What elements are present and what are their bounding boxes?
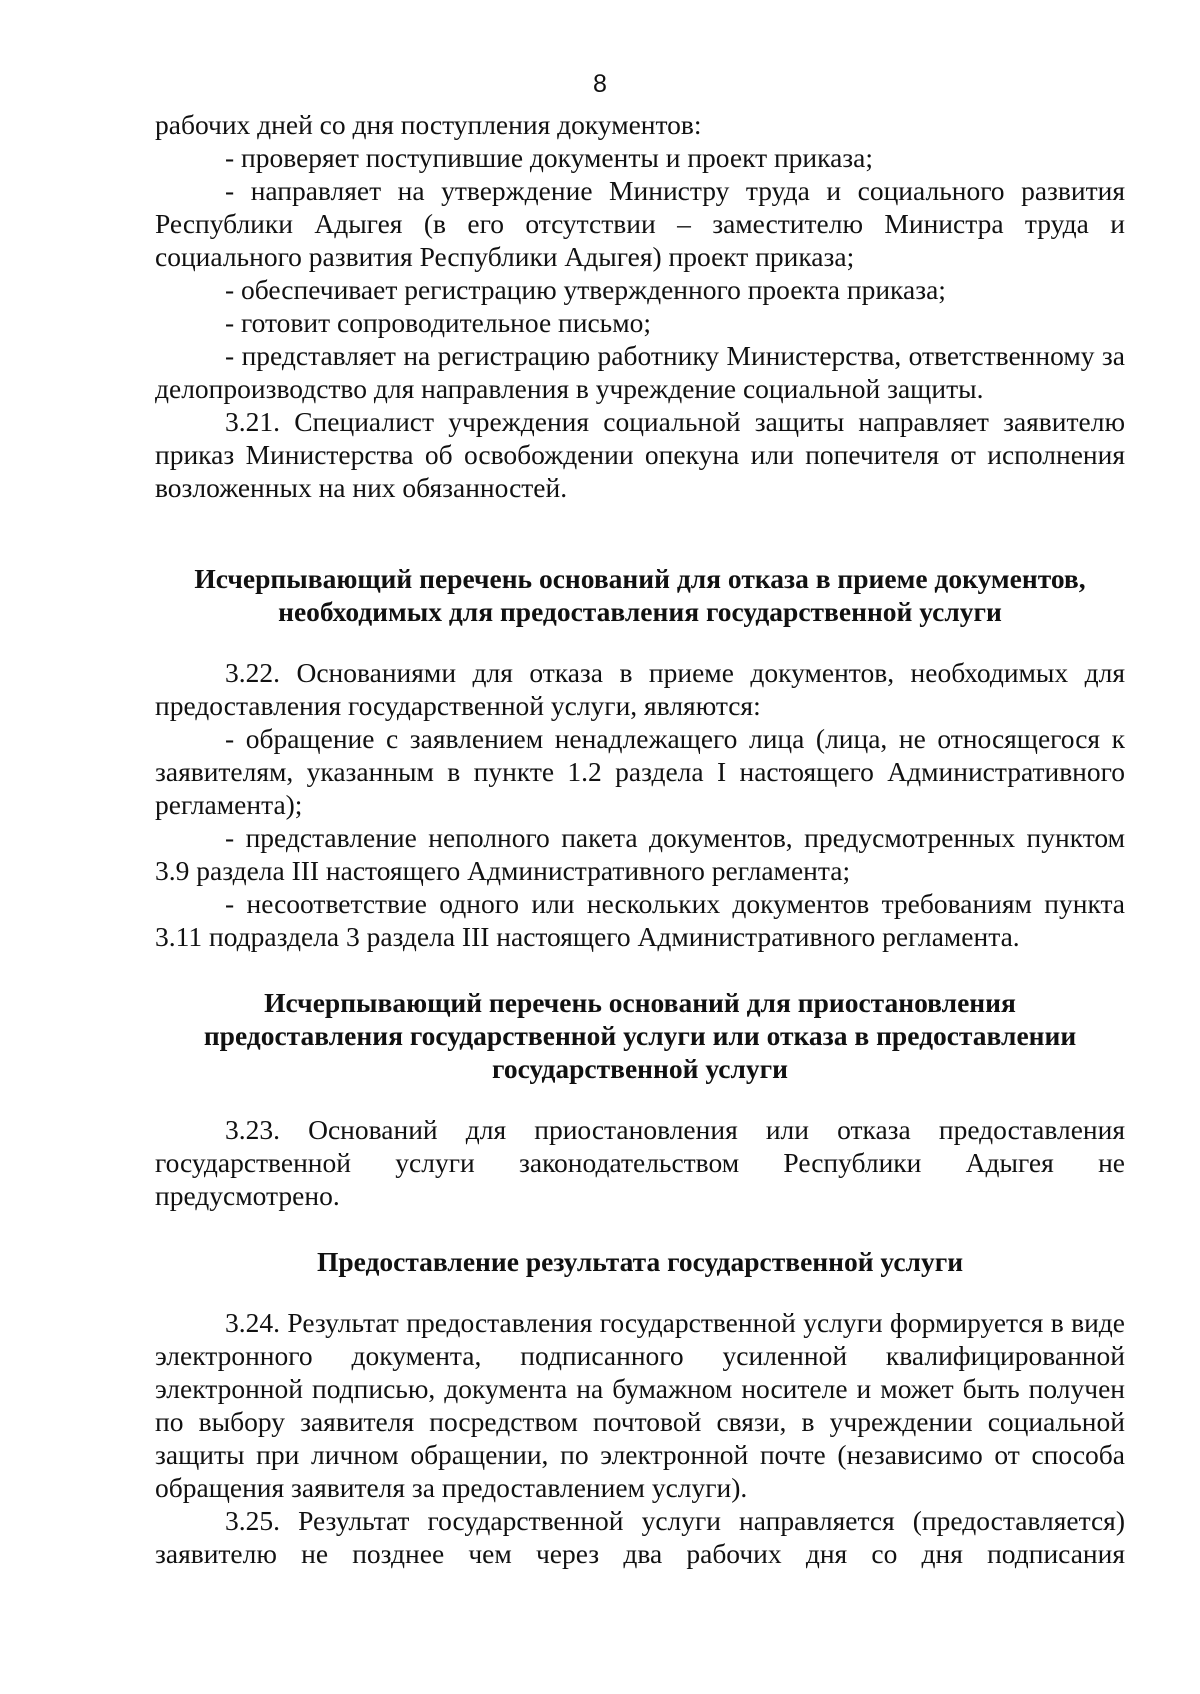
heading-line: Исчерпывающий перечень оснований для отказа в приеме документов, — [194, 563, 1086, 594]
spacer — [155, 953, 1125, 986]
spacer — [155, 504, 1125, 562]
heading-line: Предоставление результата государственной услуги — [316, 1246, 964, 1277]
spacer — [155, 628, 1125, 656]
clause-3-23: 3.23. Оснований для приостановления или отказа предоставления государственной услуги законодательством Республики Адыгея не предусмотрено. — [155, 1114, 1125, 1211]
list-item: - представление неполного пакета документов, предусмотренных пунктом 3.9 раздела III настоящего Административного регламента; — [155, 822, 1125, 886]
section-heading-refusal — [155, 562, 1125, 628]
list-item: - проверяет поступившие документы и проект приказа; — [225, 142, 874, 173]
list-item: - представляет на регистрацию работнику Министерства, ответственному за делопроизводство для направления в учреждение социальной защиты. — [155, 340, 1125, 404]
heading-line: предоставления государственной услуги или отказа в предоставлении — [203, 1020, 1077, 1051]
spacer — [155, 1212, 1125, 1245]
clause-3-22: 3.22. Основаниями для отказа в приеме документов, необходимых для предоставления государственной услуги, являются: — [155, 657, 1125, 721]
list-item: - готовит сопроводительное письмо; — [225, 307, 651, 338]
list-item: - обеспечивает регистрацию утвержденного проекта приказа; — [225, 274, 946, 305]
clause-3-25: 3.25. Результат государственной услуги направляется (предоставляется) заявителю не позднее чем через два рабочих дня со дня подписания — [155, 1505, 1125, 1569]
spacer — [155, 1278, 1125, 1306]
spacer — [155, 1085, 1125, 1113]
paragraph: рабочих дней со дня поступления документов: — [155, 109, 702, 140]
heading-line: Исчерпывающий перечень оснований для приостановления — [264, 987, 1016, 1018]
page-number: 8 — [593, 70, 607, 98]
clause-3-21: 3.21. Специалист учреждения социальной защиты направляет заявителю приказ Министерства об освобождении опекуна или попечителя от исполнения возложенных на них обязанностей. — [155, 406, 1125, 503]
heading-line: необходимых для предоставления государственной услуги — [278, 596, 1002, 627]
heading-line: государственной услуги — [492, 1053, 788, 1084]
list-item: - направляет на утверждение Министру труда и социального развития Республики Адыгея (в его отсутствии – заместителю Министра труда и социального развития Республики Адыгея) проект приказа; — [155, 175, 1125, 272]
section-heading-suspension — [155, 986, 1125, 1085]
section-heading-result — [155, 1245, 1125, 1278]
clause-3-24: 3.24. Результат предоставления государственной услуги формируется в виде электронного документа, подписанного усиленной квалифицированной электронной подписью, документа на бумажном носителе и может быть получен по выбору заявителя посредством почтовой связи, в учреждении социальной защиты при личном обращении, по электронной почте (независимо от способа обращения заявителя за предоставлением услуги). — [155, 1307, 1125, 1503]
list-item: - несоответствие одного или нескольких документов требованиям пункта 3.11 подраздела 3 раздела III настоящего Административного регламента. — [155, 888, 1125, 952]
document-body — [155, 108, 1125, 1570]
list-item: - обращение с заявлением ненадлежащего лица (лица, не относящегося к заявителям, указанным в пункте 1.2 раздела I настоящего Административного регламента); — [155, 723, 1125, 820]
